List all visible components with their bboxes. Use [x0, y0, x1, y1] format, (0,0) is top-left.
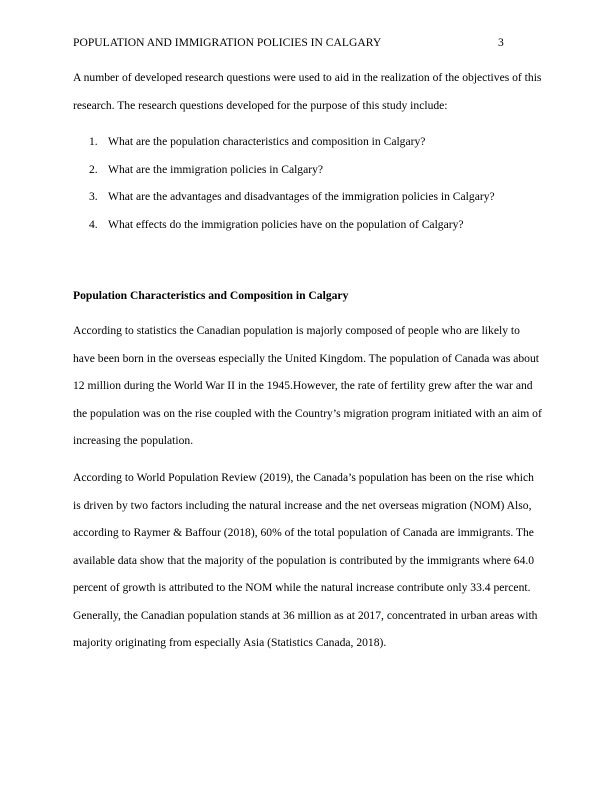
list-item-number: 1.	[89, 135, 98, 148]
intro-paragraph: A number of developed research questions were used to aid in the realization of the objectives of this research. The research questions developed for the purpose of this study include:	[73, 71, 542, 112]
list-item-text: What effects do the immigration policies have on the population of Calgary?	[108, 217, 464, 231]
list-item	[89, 216, 549, 244]
running-head: POPULATION AND IMMIGRATION POLICIES IN CALGARY	[73, 36, 382, 49]
body-paragraph-1: According to statistics the Canadian population is majorly composed of people who are likely to have been born in the overseas especially the United Kingdom. The population of Canada was about 12 million during the World War II in the 1945.However, the rate of fertility grew after the war and the population was on the rise coupled with the Country’s migration program initiated with an aim of increasing the population.	[73, 324, 542, 447]
list-item	[89, 133, 549, 161]
list-item-number: 2.	[89, 162, 98, 176]
page-number: 3	[498, 36, 504, 49]
list-item	[89, 188, 549, 216]
research-questions-list	[89, 133, 549, 243]
list-item	[89, 161, 549, 189]
list-item-number: 4.	[89, 217, 98, 231]
list-item-text: What are the advantages and disadvantages of the immigration policies in Calgary?	[108, 190, 495, 204]
list-item-text: What are the immigration policies in Calgary?	[108, 162, 324, 176]
list-item-text: What are the population characteristics and composition in Calgary?	[108, 135, 426, 148]
list-item-number: 3.	[89, 190, 98, 204]
section-heading: Population Characteristics and Composition in Calgary	[73, 289, 349, 302]
body-paragraph-2: According to World Population Review (2019), the Canada’s population has been on the rise which is driven by two factors including the natural increase and the net overseas migration (NOM) Also, according to Raymer & Baffour (2018), 60% of the total population of Canada are immigrants. The available data show that the majority of the population is contributed by the immigrants where 64.0 percent of growth is attributed to the NOM while the natural increase contribute only 33.4 percent. Generally, the Canadian population stands at 36 million as at 2017, concentrated in urban areas with majority originating from especially Asia (Statistics Canada, 2018).	[73, 471, 538, 649]
